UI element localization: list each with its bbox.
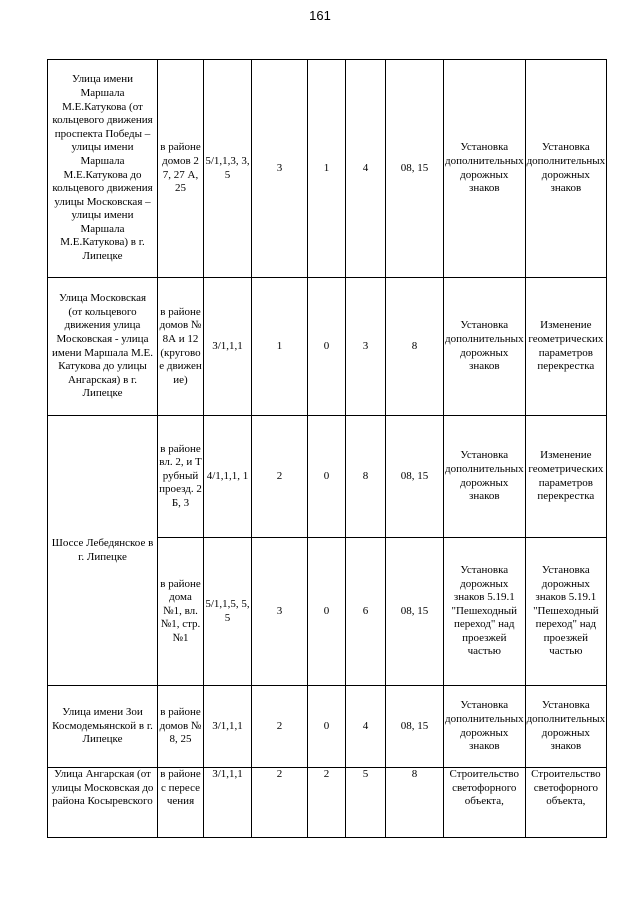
- reference-cell: 08, 15: [386, 686, 444, 768]
- location-cell: в районе домов 27, 27 А, 25: [158, 60, 204, 278]
- count-cell: 2: [252, 416, 308, 538]
- measure-detail-cell: Изменение геометрических параметров перекрестка: [525, 278, 607, 416]
- count-cell: 6: [346, 538, 386, 686]
- location-cell: в районе домов № 8, 25: [158, 686, 204, 768]
- count-cell: 8: [346, 416, 386, 538]
- measure-cell: Установка дополнительных дорожных знаков: [444, 686, 526, 768]
- code-cell: 5/1,1,5, 5,5: [204, 538, 252, 686]
- measures-table: [47, 59, 607, 838]
- page-number: 161: [309, 8, 331, 23]
- street-name-cell: Улица имени Маршала М.Е.Катукова (от кольцевого движения проспекта Победы – улицы имени Маршала М.Е.Катукова до кольцевого движения улицы Московская – улицы имени Маршала М.Е.Катукова) в г. Липецке: [48, 60, 158, 278]
- measure-cell: Установка дополнительных дорожных знаков: [444, 416, 526, 538]
- location-cell: в районе вл. 2, и Трубный проезд. 2Б, 3: [158, 416, 204, 538]
- count-cell: 2: [252, 768, 308, 838]
- code-cell: 3/1,1,1: [204, 768, 252, 838]
- street-name-cell: Улица Московская (от кольцевого движения улица Московская - улица имени Маршала М.Е. Катукова до улицы Ангарская) в г. Липецке: [48, 278, 158, 416]
- measure-cell: Установка дополнительных дорожных знаков: [444, 278, 526, 416]
- code-cell: 4/1,1,1, 1: [204, 416, 252, 538]
- code-cell: 5/1,1,3, 3,5: [204, 60, 252, 278]
- count-cell: 0: [308, 538, 346, 686]
- measure-cell: Установка дорожных знаков 5.19.1 "Пешеходный переход" над проезжей частью: [444, 538, 526, 686]
- count-cell: 3: [346, 278, 386, 416]
- count-cell: 0: [308, 416, 346, 538]
- count-cell: 0: [308, 278, 346, 416]
- count-cell: 4: [346, 60, 386, 278]
- reference-cell: 08, 15: [386, 60, 444, 278]
- location-cell: в районе дома №1, вл.№1, стр. №1: [158, 538, 204, 686]
- measure-cell: Строительство светофорного объекта,: [444, 768, 526, 838]
- reference-cell: 8: [386, 278, 444, 416]
- code-cell: 3/1,1,1: [204, 686, 252, 768]
- reference-cell: 08, 15: [386, 416, 444, 538]
- table-row: [48, 768, 607, 838]
- code-cell: 3/1,1,1: [204, 278, 252, 416]
- street-name-cell: Улица Ангарская (от улицы Московская до района Косыревского: [48, 768, 158, 838]
- measure-detail-cell: Установка дополнительных дорожных знаков: [525, 686, 607, 768]
- location-cell: в районе с пересечения: [158, 768, 204, 838]
- location-cell: в районе домов № 8А и 12 (круговое движение): [158, 278, 204, 416]
- count-cell: 4: [346, 686, 386, 768]
- reference-cell: 8: [386, 768, 444, 838]
- street-name-cell: Шоссе Лебедянское в г. Липецке: [48, 416, 158, 686]
- measure-cell: Установка дополнительных дорожных знаков: [444, 60, 526, 278]
- count-cell: 2: [252, 686, 308, 768]
- count-cell: 0: [308, 686, 346, 768]
- measure-detail-cell: Строительство светофорного объекта,: [525, 768, 607, 838]
- count-cell: 1: [252, 278, 308, 416]
- reference-cell: 08, 15: [386, 538, 444, 686]
- count-cell: 3: [252, 538, 308, 686]
- table-row: [48, 416, 607, 538]
- street-name-cell: Улица имени Зои Космодемьянской в г. Липецке: [48, 686, 158, 768]
- table-row: [48, 278, 607, 416]
- count-cell: 1: [308, 60, 346, 278]
- measure-detail-cell: Установка дорожных знаков 5.19.1 "Пешеходный переход" над проезжей частью: [525, 538, 607, 686]
- count-cell: 5: [346, 768, 386, 838]
- table-row: [48, 60, 607, 278]
- count-cell: 2: [308, 768, 346, 838]
- table-row: [48, 686, 607, 768]
- count-cell: 3: [252, 60, 308, 278]
- measure-detail-cell: Изменение геометрических параметров перекрестка: [525, 416, 607, 538]
- measure-detail-cell: Установка дополнительных дорожных знаков: [525, 60, 607, 278]
